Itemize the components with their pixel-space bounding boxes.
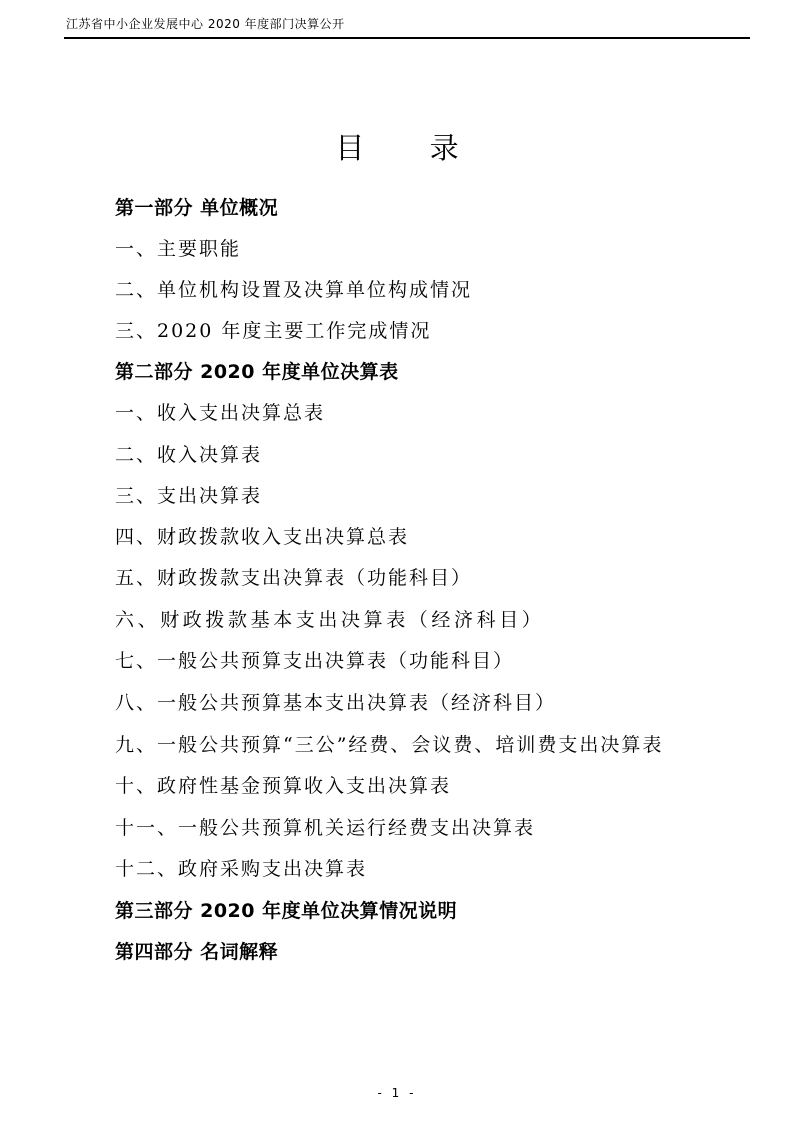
toc-item: 一、主要职能: [115, 238, 242, 260]
toc-item: 七、一般公共预算支出决算表（功能科目）: [115, 650, 515, 672]
toc-item: 四、财政拨款收入支出决算总表: [115, 526, 410, 548]
toc-item: 二、收入决算表: [115, 444, 263, 466]
header-rule: [64, 37, 750, 39]
toc-section-4: 第四部分 名词解释: [115, 941, 279, 963]
toc-item: 五、财政拨款支出决算表（功能科目）: [115, 567, 473, 589]
toc-item: 一、收入支出决算总表: [115, 402, 326, 424]
toc-item: 十、政府性基金预算收入支出决算表: [115, 775, 452, 797]
toc-item: 十二、政府采购支出决算表: [115, 858, 368, 880]
toc-item: 六、财政拨款基本支出决算表（经济科目）: [115, 609, 545, 631]
toc-section-3: 第三部分 2020 年度单位决算情况说明: [115, 900, 458, 922]
toc-item: 三、支出决算表: [115, 485, 263, 507]
page-title: 目 录: [335, 131, 487, 165]
page-number: - 1 -: [377, 1086, 417, 1100]
toc-item: 八、一般公共预算基本支出决算表（经济科目）: [115, 692, 557, 714]
page-header: 江苏省中小企业发展中心 2020 年度部门决算公开: [66, 17, 345, 31]
toc-section-1: 第一部分 单位概况: [115, 197, 279, 219]
toc-item: 九、一般公共预算“三公”经费、会议费、培训费支出决算表: [115, 734, 664, 756]
toc-section-2: 第二部分 2020 年度单位决算表: [115, 361, 399, 383]
toc-item: 二、单位机构设置及决算单位构成情况: [115, 279, 473, 301]
toc-item: 三、2020 年度主要工作完成情况: [115, 320, 432, 342]
toc-item: 十一、一般公共预算机关运行经费支出决算表: [115, 817, 536, 839]
